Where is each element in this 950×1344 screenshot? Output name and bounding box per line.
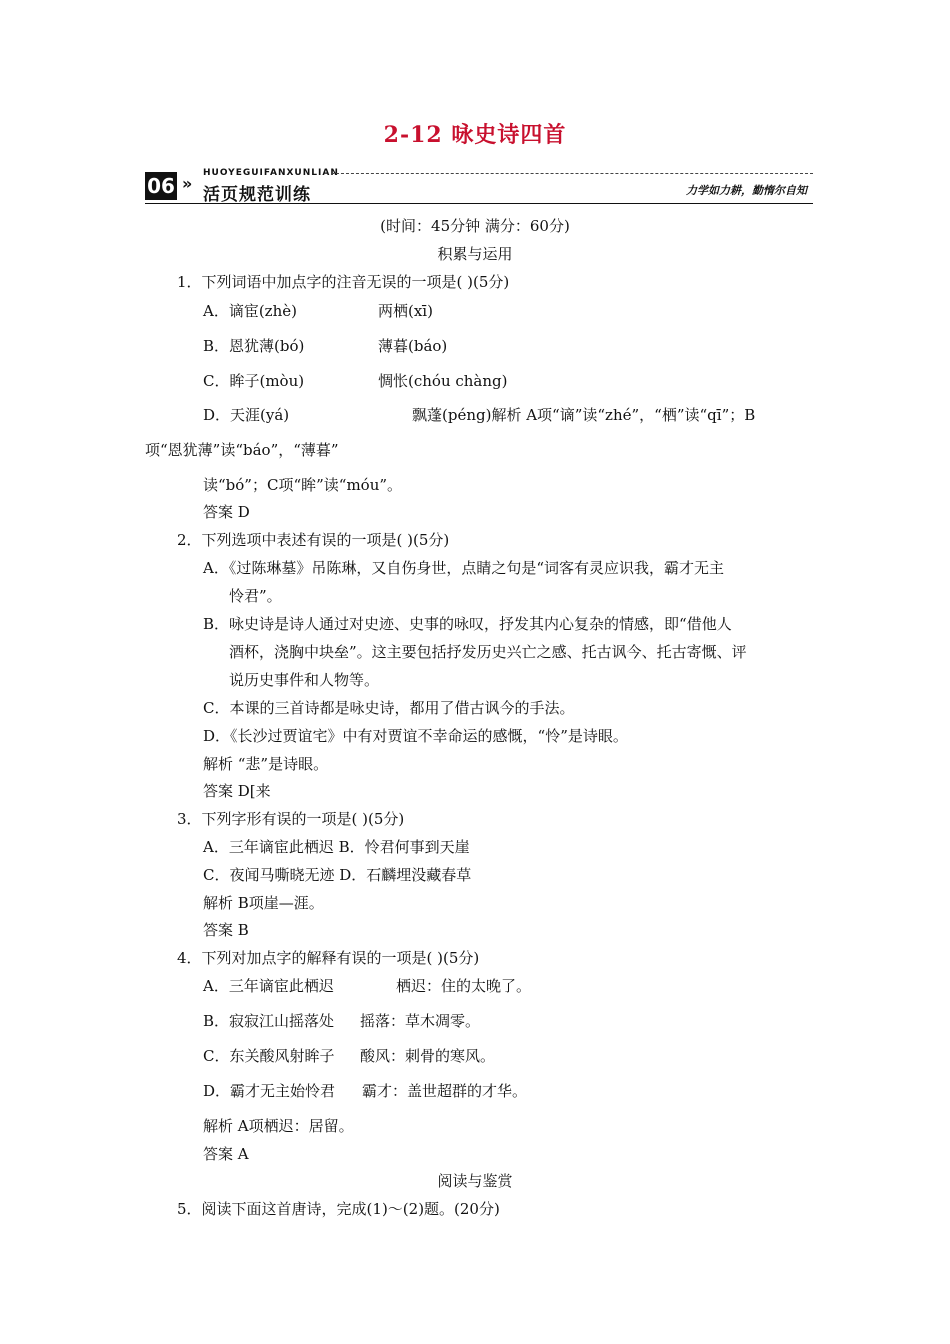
q2-option-d: D．《长沙过贾谊宅》中有对贾谊不幸命运的感慨，“怜”是诗眼。 <box>203 727 628 745</box>
q2-option-b: B．咏史诗是诗人通过对史迹、史事的咏叹，抒发其内心复杂的情感，即“借他人 <box>203 615 732 633</box>
q1-answer: 答案 D <box>203 503 250 521</box>
q4-option-d-gloss: 霸才：盖世超群的才华。 <box>362 1082 528 1100</box>
q2-option-a: A．《过陈琳墓》吊陈琳，又自伤身世，点睛之句是“词客有灵应识我，霸才无主 <box>203 559 725 577</box>
double-arrow-icon: » <box>182 174 193 193</box>
q1-analysis-cont: 项“恩犹薄”读“báo”，“薄暮” <box>145 441 339 459</box>
q3-options-ab: A．三年谪宦此栖迟 B．怜君何事到天崖 <box>203 838 470 856</box>
q4-option-a-gloss: 栖迟：住的太晚了。 <box>396 977 532 995</box>
q1-option-c: C．眸子(mòu) <box>203 372 305 390</box>
q4-option-c-gloss: 酸风：刺骨的寒风。 <box>360 1047 496 1065</box>
q1-option-b-2: 薄暮(báo) <box>378 337 448 355</box>
banner-number: 06 <box>145 172 177 200</box>
q1-option-a: A．谪宦(zhè) <box>203 302 297 320</box>
q1-option-c-2: 惆怅(chóu chàng) <box>378 372 508 390</box>
dotted-divider <box>331 173 813 174</box>
banner-pinyin: HUOYEGUIFANXUNLIAN <box>203 168 339 178</box>
q3-analysis: 解析 B项崖—涯。 <box>203 894 324 912</box>
q4-option-b-gloss: 摇落：草木凋零。 <box>360 1012 481 1030</box>
q2-analysis: 解析 “悲”是诗眼。 <box>203 755 329 773</box>
q1-analysis-cont2: 读“bó”；C项“眸”读“móu”。 <box>203 476 403 494</box>
q4-option-b: B．寂寂江山摇落处 <box>203 1012 335 1030</box>
section-banner <box>145 166 813 204</box>
q1-option-a-2: 两栖(xī) <box>378 302 433 320</box>
q4-stem: 4．下列对加点字的解释有误的一项是( )(5分) <box>177 949 480 967</box>
q5-stem: 5．阅读下面这首唐诗，完成(1)～(2)题。(20分) <box>177 1200 500 1218</box>
banner-motto: 力学如力耕，勤惰尔自知 <box>686 184 807 197</box>
exam-info: (时间：45分钟 满分：60分) <box>380 217 570 235</box>
q1-option-b: B．恩犹薄(bó) <box>203 337 305 355</box>
q4-answer: 答案 A <box>203 1145 249 1163</box>
q4-analysis: 解析 A项栖迟：居留。 <box>203 1117 354 1135</box>
q4-option-a: A．三年谪宦此栖迟 <box>203 977 334 995</box>
q2-option-a-cont: 怜君”。 <box>229 587 282 605</box>
banner-rule <box>145 203 813 204</box>
q2-option-c: C．本课的三首诗都是咏史诗，都用了借古讽今的手法。 <box>203 699 575 717</box>
q3-answer: 答案 B <box>203 921 249 939</box>
q1-option-d: D．天涯(yá) <box>203 406 290 424</box>
q1-stem: 1．下列词语中加点字的注音无误的一项是( )(5分) <box>177 273 510 291</box>
section-heading-reading: 阅读与鉴赏 <box>437 1172 513 1190</box>
q4-option-d: D．霸才无主始怜君 <box>203 1082 336 1100</box>
q2-option-b-cont: 酒杯，浇胸中块垒”。这主要包括抒发历史兴亡之感、托古讽今、托古寄慨、评 <box>229 643 747 661</box>
q2-stem: 2．下列选项中表述有误的一项是( )(5分) <box>177 531 450 549</box>
q4-option-c: C．东关酸风射眸子 <box>203 1047 335 1065</box>
page-title: 2-12 咏史诗四首 <box>383 122 567 148</box>
q2-option-b-cont2: 说历史事件和人物等。 <box>229 671 380 689</box>
banner-heading: 活页规范训练 <box>203 185 311 205</box>
q1-option-d-2-analysis: 飘蓬(péng)解析 A项“谪”读“zhé”，“栖”读“qī”；B <box>412 406 756 424</box>
q2-answer: 答案 D[来 <box>203 782 271 800</box>
section-heading-accumulation: 积累与运用 <box>437 245 513 263</box>
q3-options-cd: C．夜闻马嘶晓无迹 D．石麟埋没藏春草 <box>203 866 472 884</box>
q3-stem: 3．下列字形有误的一项是( )(5分) <box>177 810 405 828</box>
